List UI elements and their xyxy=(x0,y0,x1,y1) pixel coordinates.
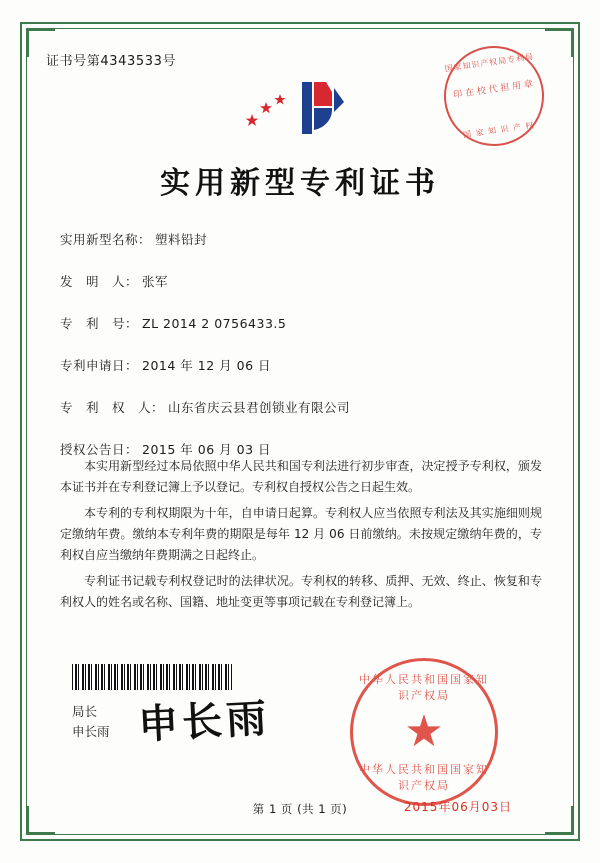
field-value: 2014 年 12 月 06 日 xyxy=(142,358,272,373)
signature-block xyxy=(72,702,110,742)
director-title: 局长 xyxy=(72,704,98,719)
top-seal-middle-text: 印 在 校 代 担 用 章 xyxy=(452,79,534,101)
field-label: 专利申请日： xyxy=(60,358,139,373)
patent-office-logo-icon xyxy=(240,72,360,144)
field-label: 专 利 号： xyxy=(60,316,139,331)
field-value: 2015 年 06 月 03 日 xyxy=(142,442,272,457)
main-seal-bottom-text: 中华人民共和国国家知识产权局 xyxy=(359,763,489,792)
top-seal-bottom-text: 国 家 知 识 产 权 xyxy=(462,120,535,140)
page-footer: 第 1 页 (共 1 页) xyxy=(252,802,348,816)
field-application-date xyxy=(60,356,544,374)
barcode xyxy=(72,664,232,690)
field-patentee xyxy=(60,398,544,416)
page-title: 实用新型专利证书 xyxy=(160,166,440,201)
field-utility-model-name xyxy=(60,230,544,248)
field-patent-number xyxy=(60,314,544,332)
main-seal-top-text: 中华人民共和国国家知识产权局 xyxy=(359,673,489,702)
field-label: 实用新型名称： xyxy=(60,232,152,247)
handwritten-signature: 申长雨 xyxy=(137,694,272,749)
field-value: 塑料铅封 xyxy=(155,232,208,247)
legal-text xyxy=(60,456,542,618)
certificate-content xyxy=(46,50,554,819)
paragraph-3: 专利证书记载专利权登记时的法律状况。专利权的转移、质押、无效、终止、恢复和专利权人的姓名或名称、国籍、地址变更等事项记载在专利登记簿上。 xyxy=(60,574,542,609)
field-label: 发 明 人： xyxy=(60,274,139,289)
paragraph-1: 本实用新型经过本局依照中华人民共和国专利法进行初步审查，决定授予专利权，颁发本证书并在专利登记簿上予以登记。专利权自授权公告之日起生效。 xyxy=(60,459,542,494)
field-value: 山东省庆云县君创锁业有限公司 xyxy=(168,400,351,415)
certificate-number: 证书号第4343533号 xyxy=(46,54,177,69)
field-value: 张军 xyxy=(142,274,169,289)
field-label: 授权公告日： xyxy=(60,442,139,457)
field-value: ZL 2014 2 0756433.5 xyxy=(142,316,287,331)
field-inventor xyxy=(60,272,544,290)
official-red-seal xyxy=(350,658,498,806)
top-seal-ring-text: 国家知识产权局专利局 xyxy=(444,52,535,74)
star-icon: ★ xyxy=(404,707,444,756)
fields-list xyxy=(60,230,544,482)
seal-date: 2015年06月03日 xyxy=(403,800,512,814)
field-label: 专 利 权 人： xyxy=(60,400,165,415)
director-name: 申长雨 xyxy=(72,724,110,739)
paragraph-2: 本专利的专利权期限为十年，自申请日起算。专利权人应当依照专利法及其实施细则规定缴纳年费。缴纳本专利年费的期限是每年 12 月 06 日前缴纳。未按规定缴纳年费的，专利权自应当缴纳年费期满之日起终止。 xyxy=(60,506,542,562)
